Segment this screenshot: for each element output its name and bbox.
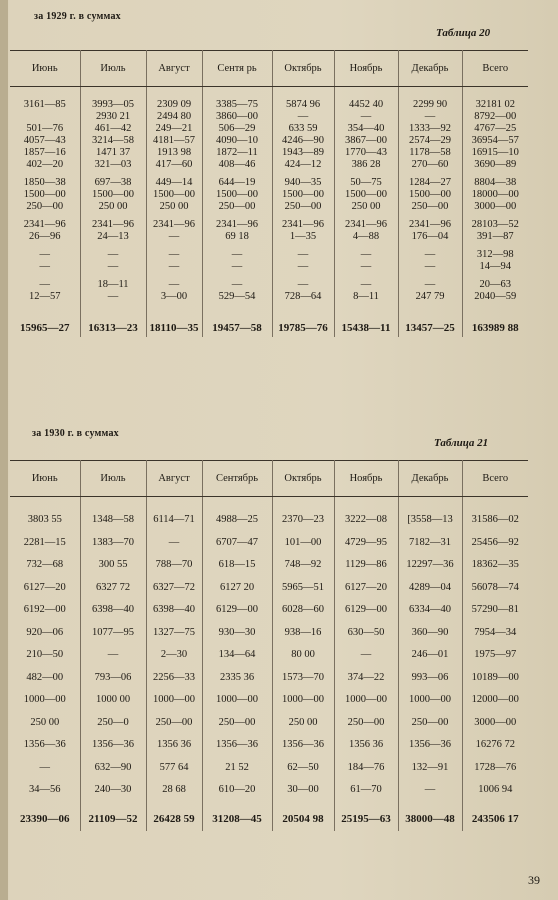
table-cell: 391—87 [476,231,514,242]
total-cell: 15965—27 [10,319,80,337]
table-cell: — [80,261,146,273]
table-cell: 1284—27 [398,177,462,189]
column-header: Октябрь [272,461,334,497]
table-cell: 247 79 [398,291,462,303]
table-cell: 7954—34 [474,626,517,638]
total-cell: 19785—76 [272,319,334,337]
table-cell: 32181 02 [475,99,515,110]
table-cell: — [398,279,462,291]
total-cell: 21109—52 [80,807,146,831]
page-gutter [0,0,8,900]
table-cell: 12000—00 [471,694,519,706]
table-cell: 2—30 [146,644,202,667]
table-cell: 374—22 [334,666,398,689]
table-cell: 577 64 [146,756,202,779]
table-cell: 30—00 [272,779,334,802]
table-cell: 386 28 [334,159,398,171]
table-cell: 4988—25 [202,509,272,532]
table-cell: 249—21 [146,123,202,135]
table-cell: 24—13 [80,231,146,243]
column-header: Ноябрь [334,51,398,87]
table-cell: 6127 20 [202,576,272,599]
table-cell: — [10,756,80,779]
table-cell: 1000—00 [146,689,202,712]
table-cell: 1327—75 [146,621,202,644]
table-cell: 2335 36 [202,666,272,689]
column-header: Сентябрь [202,461,272,497]
table-cell: 748—92 [272,554,334,577]
table-row [10,531,528,554]
table-cell: 1356—36 [10,734,80,757]
table-cell: 3214—58 [80,135,146,147]
table-cell: 1178—58 [398,147,462,159]
table-cell: 633 59 [272,123,334,135]
table-cell: 1500—00 [146,189,202,201]
total-cell: 31208—45 [202,807,272,831]
table-cell: 250—00 [202,201,272,213]
table-cell: — [10,261,80,273]
table-cell: 12297—36 [398,554,462,577]
total-cell: 163989 88 [471,321,519,334]
table-cell: 2040—59 [474,291,517,302]
table-row [10,291,528,303]
table-cell: 6398—40 [80,599,146,622]
table-cell: 930—30 [202,621,272,644]
table-cell: 1913 98 [146,147,202,159]
table-cell: 18—11 [80,279,146,291]
total-cell: 25195—63 [334,807,398,831]
table-cell: — [334,111,398,123]
table-cell: 728—64 [272,291,334,303]
table-cell: 250—00 [334,711,398,734]
table-cell: 938—16 [272,621,334,644]
table-cell: 4729—95 [334,531,398,554]
table-cell: 3222—08 [334,509,398,532]
column-header: Всего [462,51,528,87]
table-row [10,711,528,734]
table-cell: 3161—85 [10,99,80,111]
table-cell: — [334,249,398,261]
table-row [10,554,528,577]
total-cell: 23390—06 [10,807,80,831]
total-cell: 13457—25 [398,319,462,337]
table-cell: 250—00 [272,201,334,213]
table-cell: 993—06 [398,666,462,689]
table-cell: — [146,279,202,291]
table-cell: 1356—36 [398,734,462,757]
table-cell: 1500—00 [80,189,146,201]
table-cell: 134—64 [202,644,272,667]
table-cell: — [334,261,398,273]
table-row [10,201,528,213]
table20-body [10,87,528,337]
table-cell: 21 52 [202,756,272,779]
table-row [10,99,528,111]
table-cell: 1383—70 [80,531,146,554]
table-cell: 1333—92 [398,123,462,135]
column-header: Октябрь [272,51,334,87]
table-cell: 6114—71 [146,509,202,532]
table-row [10,147,528,159]
total-cell: 26428 59 [146,807,202,831]
column-header: Июнь [10,461,80,497]
table-cell: — [202,279,272,291]
table-cell: 3860—00 [202,111,272,123]
table-cell: 2574—29 [398,135,462,147]
table-cell: 6327—72 [146,576,202,599]
table-cell: 270—60 [398,159,462,171]
table-cell: 1000—00 [10,689,80,712]
table-cell: 529—54 [202,291,272,303]
table-cell: — [146,249,202,261]
table-cell: 250—00 [146,711,202,734]
table-cell: 6327 72 [80,576,146,599]
table-cell: — [398,261,462,273]
table-cell: 482—00 [10,666,80,689]
table-cell: 6334—40 [398,599,462,622]
table-cell: 732—68 [10,554,80,577]
table-cell: 8—11 [334,291,398,303]
table20-header-row [10,51,528,87]
table-cell: — [80,249,146,261]
table-cell: 4057—43 [10,135,80,147]
table-cell: 250—00 [10,201,80,213]
table-cell: — [334,644,398,667]
table-cell: 3385—75 [202,99,272,111]
table-cell: 10189—00 [471,671,519,683]
column-header: Август [146,51,202,87]
table-cell: 56078—74 [471,581,519,593]
table-cell: 246—01 [398,644,462,667]
table-cell: 12—57 [10,291,80,303]
column-header: Август [146,461,202,497]
table-cell: — [10,279,80,291]
table-cell: 1006 94 [478,784,513,796]
table-cell: 1356 36 [146,734,202,757]
table-cell: 4—88 [334,231,398,243]
table-cell: 1000—00 [272,689,334,712]
total-cell: 20504 98 [272,807,334,831]
table-cell: 34—56 [10,779,80,802]
table-cell: 408—46 [202,159,272,171]
column-header: Всего [462,461,528,497]
table-cell: 449—14 [146,177,202,189]
total-row [10,807,528,831]
table-row [10,135,528,147]
table-row [10,279,528,291]
table-cell: 312—98 [476,249,514,260]
table-cell: 793—06 [80,666,146,689]
table-cell: 26—96 [10,231,80,243]
table-cell: — [398,111,462,123]
total-cell: 18110—35 [146,319,202,337]
table-row [10,177,528,189]
table-cell: 1573—70 [272,666,334,689]
table-cell: 250—0 [80,711,146,734]
table-cell: — [80,291,146,303]
table-cell: 2341—96 [80,219,146,231]
table-cell: 6707—47 [202,531,272,554]
table-cell: 18000—00 [471,189,519,200]
table-cell: — [272,249,334,261]
table-row [10,189,528,201]
column-header: Июнь [10,51,80,87]
table-cell: — [398,249,462,261]
column-header: Сентя рь [202,51,272,87]
table-cell: 1000 00 [80,689,146,712]
table-cell: 2309 09 [146,99,202,111]
table-cell: 1000—00 [398,689,462,712]
table-cell: 250—00 [202,711,272,734]
table-row [10,159,528,171]
table-cell: 618—15 [202,554,272,577]
table-cell: 1728—76 [474,761,517,773]
table21-caption: за 1930 г. в суммах [32,428,119,439]
table-cell: 1471 37 [80,147,146,159]
table-row [10,219,528,231]
table-cell: 2341—96 [272,219,334,231]
table-cell: 6129—00 [334,599,398,622]
table-20 [10,50,528,337]
table-cell: 3690—89 [474,159,517,170]
table21-body [10,497,528,832]
table-cell: 501—76 [10,123,80,135]
table-cell: 3000—00 [474,201,517,212]
table-cell: 20—63 [479,279,511,290]
column-header: Декабрь [398,51,462,87]
table-cell: 6398—40 [146,599,202,622]
column-header: Декабрь [398,461,462,497]
table-row [10,599,528,622]
table-cell: 5965—51 [272,576,334,599]
table-cell: 1975—97 [474,649,517,661]
table21-header-row [10,461,528,497]
table-cell: 3993—05 [80,99,146,111]
table-cell: 417—60 [146,159,202,171]
table-cell: 402—20 [10,159,80,171]
table-cell: 1356—36 [202,734,272,757]
table-row [10,734,528,757]
table-cell: 1500—00 [334,189,398,201]
table-21 [10,460,528,831]
table-cell: 7182—31 [398,531,462,554]
table-cell: 50—75 [334,177,398,189]
table-cell: 250—00 [398,711,462,734]
table-row [10,576,528,599]
table-cell: 1356—36 [80,734,146,757]
table-row [10,261,528,273]
table-cell: 69 18 [202,231,272,243]
total-cell: 16313—23 [80,319,146,337]
table-cell: 2299 90 [398,99,462,111]
table-cell: 132—91 [398,756,462,779]
table-cell: 3000—00 [474,716,517,728]
table-cell: 697—38 [80,177,146,189]
column-header: Июль [80,51,146,87]
table-cell: 2341—96 [398,219,462,231]
table-row [10,644,528,667]
table-cell: 1—35 [272,231,334,243]
table-cell: — [202,261,272,273]
table-cell: 1850—38 [10,177,80,189]
table-cell: 5874 96 [272,99,334,111]
table-cell: 2256—33 [146,666,202,689]
table-row [10,689,528,712]
table-cell: 1348—58 [80,509,146,532]
table20-label: Таблица 20 [436,27,491,39]
table-cell: — [272,261,334,273]
table-cell: 1500—00 [10,189,80,201]
table-cell: 4181—57 [146,135,202,147]
table-cell: 788—70 [146,554,202,577]
table-row [10,509,528,532]
table-cell: — [202,249,272,261]
total-cell: 15438—11 [334,319,398,337]
table-cell: 28103—52 [471,219,519,230]
table-cell: 630—50 [334,621,398,644]
table-cell: 6028—60 [272,599,334,622]
table-cell: 6127—20 [334,576,398,599]
table-cell: 16276 72 [475,739,515,751]
table-cell: 1500—00 [202,189,272,201]
column-header: Ноябрь [334,461,398,497]
column-header: Июль [80,461,146,497]
table-cell: — [146,231,202,243]
table20-caption: за 1929 г. в суммах [34,11,121,22]
table-cell: 354—40 [334,123,398,135]
table-cell: 321—03 [80,159,146,171]
table-cell: — [80,644,146,667]
table-cell: 250 00 [10,711,80,734]
table-cell: 1872—11 [202,147,272,159]
table-row [10,666,528,689]
table-cell: 250 00 [334,201,398,213]
table-cell: 632—90 [80,756,146,779]
table-cell: 2341—96 [334,219,398,231]
table-cell: 2281—15 [10,531,80,554]
table-cell: 6127—20 [10,576,80,599]
table-cell: — [146,531,202,554]
table-row [10,111,528,123]
table-cell: — [146,261,202,273]
table-cell: 360—90 [398,621,462,644]
table-cell: 240—30 [80,779,146,802]
table-cell: 2341—96 [146,219,202,231]
table-cell: 300 55 [80,554,146,577]
table-cell: 14—94 [479,261,511,272]
table-cell: 644—19 [202,177,272,189]
table-row [10,249,528,261]
table-cell: 461—42 [80,123,146,135]
table-cell: 62—50 [272,756,334,779]
table-cell [10,111,80,123]
table-cell: 506—29 [202,123,272,135]
page-number: 39 [528,873,540,887]
table-cell: 210—50 [10,644,80,667]
table-cell: 1356—36 [272,734,334,757]
table-cell: 1000—00 [202,689,272,712]
table-cell: 2341—96 [202,219,272,231]
table-cell: 25456—92 [471,536,519,548]
table-cell: 57290—81 [471,604,519,616]
table-cell: 16915—10 [471,147,519,158]
table-cell: 250 00 [272,711,334,734]
table-cell: 8804—38 [474,177,517,188]
table-cell: 610—20 [202,779,272,802]
table-cell: 1857—16 [10,147,80,159]
table-cell: — [334,279,398,291]
table-cell: — [272,279,334,291]
table-cell: 250—00 [398,201,462,213]
table-cell: — [10,249,80,261]
table-cell: 1356 36 [334,734,398,757]
table-cell: 6129—00 [202,599,272,622]
table-row [10,621,528,644]
table-cell: 4452 40 [334,99,398,111]
table-cell: 36954—57 [471,135,519,146]
table-cell: 176—04 [398,231,462,243]
table-cell: 940—35 [272,177,334,189]
table-cell: 28 68 [146,779,202,802]
total-cell: 38000—48 [398,807,462,831]
table-cell: 4289—04 [398,576,462,599]
table-cell: 2494 80 [146,111,202,123]
table-cell: 4090—10 [202,135,272,147]
table-cell: 3803 55 [10,509,80,532]
table-cell: 18362—35 [471,559,519,571]
table-cell: 1500—00 [398,189,462,201]
table-cell: 1077—95 [80,621,146,644]
table-cell: 3867—00 [334,135,398,147]
table-cell: — [398,779,462,802]
table-cell: 61—70 [334,779,398,802]
table-cell: 920—06 [10,621,80,644]
table-cell: 1500—00 [272,189,334,201]
table-cell: 101—00 [272,531,334,554]
table-row [10,123,528,135]
table-cell: 250 00 [146,201,202,213]
table-cell: 8792—00 [474,111,517,122]
total-row [10,319,528,337]
table-cell: 3—00 [146,291,202,303]
table-cell: 4246—90 [272,135,334,147]
table-cell: 1000—00 [334,689,398,712]
table-cell: [3558—13 [398,509,462,532]
table-cell: 2341—96 [10,219,80,231]
total-cell: 19457—58 [202,319,272,337]
table-cell: 4767—25 [474,123,517,134]
table-cell: 1129—86 [334,554,398,577]
table-cell: 6192—00 [10,599,80,622]
table-cell: 184—76 [334,756,398,779]
table-cell: 1770—43 [334,147,398,159]
table-row [10,756,528,779]
table-cell: — [272,111,334,123]
total-cell: 243506 17 [471,813,519,825]
table-cell: 31586—02 [471,514,519,526]
table-row [10,779,528,802]
table21-label: Таблица 21 [434,437,489,449]
table-cell: 2930 21 [80,111,146,123]
table-cell: 2370—23 [272,509,334,532]
table-cell: 80 00 [272,644,334,667]
table-cell: 250 00 [80,201,146,213]
table-cell: 1943—89 [272,147,334,159]
table-cell: 424—12 [272,159,334,171]
table-row [10,231,528,243]
